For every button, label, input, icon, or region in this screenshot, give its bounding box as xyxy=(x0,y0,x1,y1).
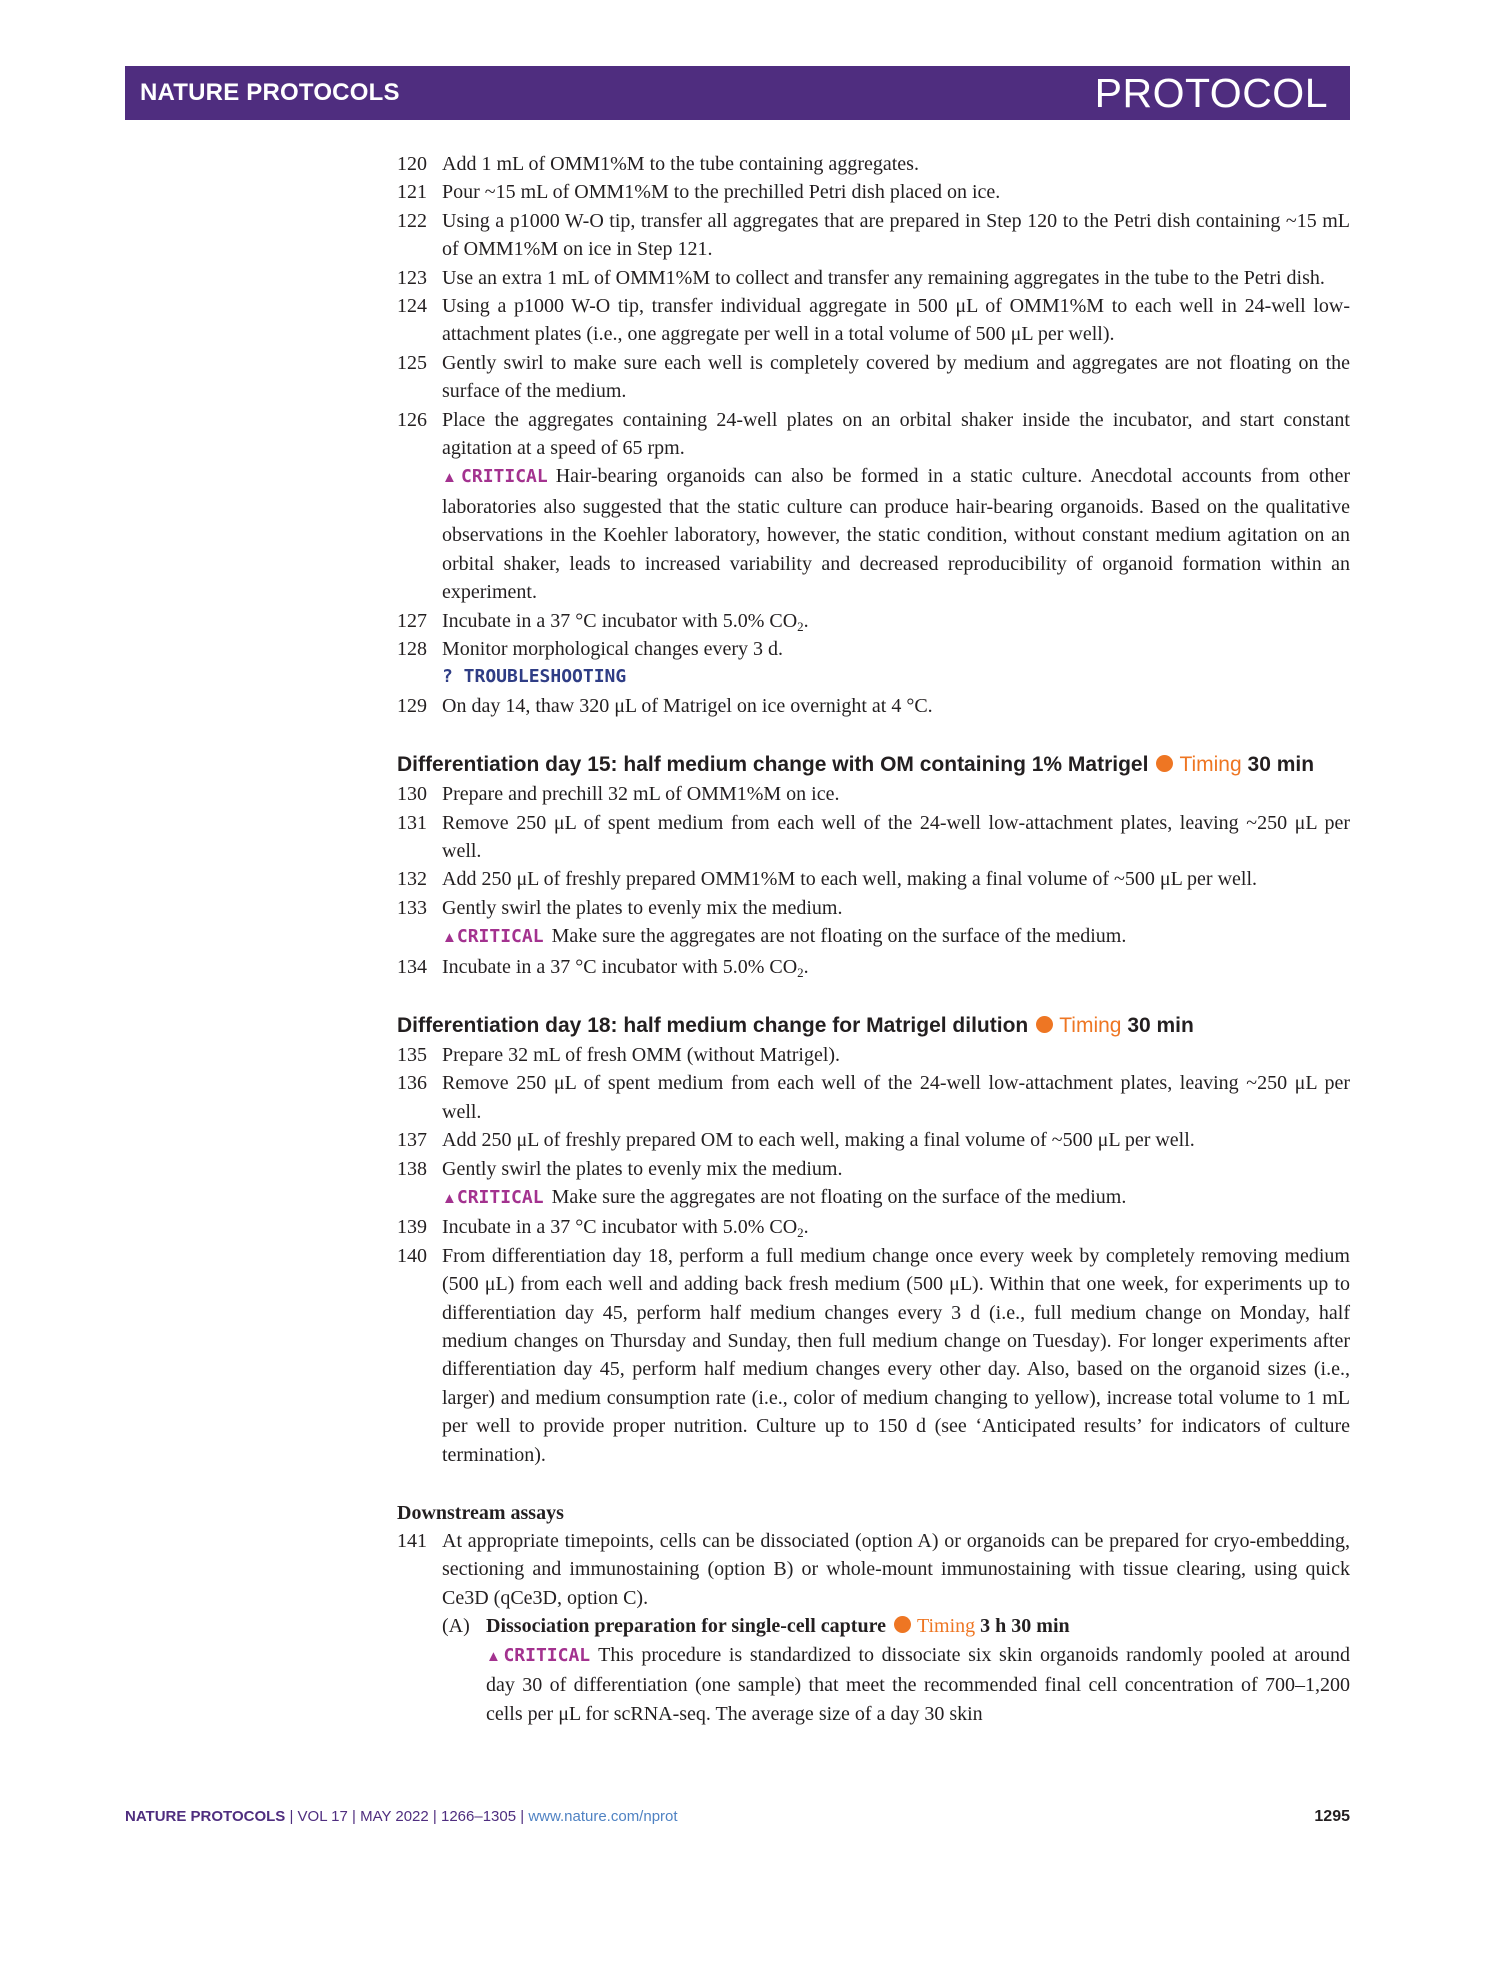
step-text: Add 1 mL of OMM1%M to the tube containing aggregates. xyxy=(442,153,919,175)
step-135 xyxy=(397,1041,1350,1069)
critical-triangle-icon: ▲ xyxy=(442,1191,457,1207)
step-141 xyxy=(397,1527,1350,1612)
step-number: 134 xyxy=(397,955,427,978)
section-heading-day15 xyxy=(397,750,1350,780)
footer-url[interactable]: www.nature.com/nprot xyxy=(528,1808,678,1825)
co2-subscript: 2 xyxy=(797,1225,804,1241)
step-text: Incubate in a 37 °C incubator with 5.0% xyxy=(442,955,770,978)
step-124 xyxy=(397,292,1350,349)
co2-text: CO xyxy=(769,1216,798,1239)
step-text: Using a p1000 W-O tip, transfer all aggregates that are prepared in Step 120 to the Petri dish containing ~15 mL of OMM1%M on ice in Step 121. xyxy=(442,209,1350,261)
footer-citation: NATURE PROTOCOLS | VOL 17 | MAY 2022 | 1266–1305 | www.nature.com/nprot xyxy=(125,1808,678,1825)
step-134: 134 Incubate in a 37 °C incubator with 5.0% $CO_2$. xyxy=(397,953,1350,981)
step-number: 126 xyxy=(397,408,427,431)
step-number: 121 xyxy=(397,181,427,204)
step-text: Gently swirl to make sure each well is completely covered by medium and aggregates are not floating on the surface of the medium. xyxy=(442,351,1350,403)
co2-text: CO xyxy=(769,955,798,978)
step-127: 127 Incubate in a 37 °C incubator with 5.0% $CO_2$. xyxy=(397,607,1350,635)
step-number: 128 xyxy=(397,637,427,660)
step-number: 140 xyxy=(397,1244,427,1267)
step-136 xyxy=(397,1069,1350,1126)
step-139: 139 Incubate in a 37 °C incubator with 5.0% $CO_2$. xyxy=(397,1213,1350,1241)
section-label: PROTOCOL xyxy=(1094,69,1328,116)
step-132 xyxy=(397,865,1350,893)
step-number: 138 xyxy=(397,1157,427,1180)
timing-label: Timing xyxy=(1179,753,1242,777)
step-130 xyxy=(397,780,1350,808)
steps-group-b xyxy=(397,780,1350,981)
critical-triangle-icon: ▲ xyxy=(442,470,462,487)
footer-date: MAY 2022 xyxy=(360,1808,429,1825)
timing-duration: 30 min xyxy=(1247,753,1315,777)
critical-note xyxy=(442,1183,1350,1213)
step-number: 131 xyxy=(397,811,427,834)
critical-tag: CRITICAL xyxy=(503,1644,591,1666)
step-text: Incubate in a 37 °C incubator with 5.0% xyxy=(442,1216,770,1239)
critical-text: Make sure the aggregates are not floating on the surface of the medium. xyxy=(551,925,1127,948)
timing-label: Timing xyxy=(1059,1013,1122,1037)
step-text: Use an extra 1 mL of OMM1%M to collect and transfer any remaining aggregates in the tube to the Petri dish. xyxy=(442,266,1325,289)
critical-note xyxy=(442,462,1350,606)
option-a xyxy=(442,1612,1350,1728)
step-number: 130 xyxy=(397,783,427,806)
critical-tag: CRITICAL xyxy=(456,1187,544,1208)
heading-title: Differentiation day 18: half medium change for Matrigel dilution xyxy=(397,1013,1029,1037)
step-text: From differentiation day 18, perform a full medium change once every week by completely removing medium (500 μL) from each well and adding back fresh medium (500 μL). Within that one week, for experiments up to differentiation day 45, perform half medium changes every 3 d (i.e., full medium change on Monday, half medium changes on Thursday and Sunday, then full medium change on Tuesday). For longer experiments after differentiation day 45, perform half medium changes every other day. Also, based on the organoid sizes (i.e., larger) and medium consumption rate (i.e., color of medium changing to yellow), increase total volume to 1 mL per well to provide proper nutrition. Culture up to 150 d (see ‘Anticipated results’ for indicators of culture termination). xyxy=(442,1244,1350,1466)
critical-triangle-icon: ▲ xyxy=(486,1648,504,1665)
step-text: Place the aggregates containing 24-well plates on an orbital shaker inside the incubator, and start constant agitation at a speed of 65 rpm. xyxy=(442,408,1350,460)
step-text: Add 250 μL of freshly prepared OM to each well, making a final volume of ~500 μL per well. xyxy=(442,1129,1195,1152)
page-footer xyxy=(125,1808,1350,1826)
timing-dot-icon xyxy=(894,1616,911,1633)
critical-text: Hair-bearing organoids can also be formed in a static culture. Anecdotal accounts from other laboratories also suggested that the static culture can produce hair-bearing organoids. Based on the qualitative observations in the Koehler laboratory, however, the static condition, without constant medium agitation on an orbital shaker, leads to increased variability and decreased reproducibility of organoid formation within an experiment. xyxy=(442,465,1350,604)
option-title: Dissociation preparation for single-cell capture xyxy=(486,1615,886,1638)
step-number: 133 xyxy=(397,896,427,919)
option-label: (A) xyxy=(442,1615,470,1638)
step-131 xyxy=(397,809,1350,866)
step-number: 129 xyxy=(397,694,427,717)
step-text: On day 14, thaw 320 μL of Matrigel on ice overnight at 4 °C. xyxy=(442,694,933,717)
step-122 xyxy=(397,207,1350,264)
step-121 xyxy=(397,178,1350,206)
step-text: Gently swirl the plates to evenly mix the medium. xyxy=(442,1157,843,1180)
timing-label: Timing xyxy=(916,1615,976,1638)
step-number: 139 xyxy=(397,1216,427,1239)
critical-tag: CRITICAL xyxy=(456,926,544,948)
step-number: 124 xyxy=(397,295,427,318)
step-number: 125 xyxy=(397,351,427,374)
step-125 xyxy=(397,349,1350,406)
main-content xyxy=(397,150,1350,1728)
step-137 xyxy=(397,1126,1350,1154)
step-text: Prepare 32 mL of fresh OMM (without Matrigel). xyxy=(442,1043,841,1066)
co2-subscript: 2 xyxy=(797,964,804,980)
downstream-heading: Downstream assays xyxy=(397,1502,564,1525)
step-number: 127 xyxy=(397,609,427,632)
critical-note xyxy=(486,1641,1350,1728)
step-text: Pour ~15 mL of OMM1%M to the prechilled Petri dish placed on ice. xyxy=(442,181,1001,204)
footer-journal: NATURE PROTOCOLS xyxy=(125,1808,286,1825)
footer-volume: VOL 17 xyxy=(297,1808,348,1825)
troubleshooting-link[interactable]: ? TROUBLESHOOTING xyxy=(442,666,627,688)
step-133 xyxy=(397,894,1350,953)
step-text: Incubate in a 37 °C incubator with 5.0% xyxy=(442,609,770,632)
footer-pages: 1266–1305 xyxy=(440,1808,517,1825)
step-text: At appropriate timepoints, cells can be dissociated (option A) or organoids can be prepared for cryo-embedding, sectioning and immunostaining (option B) or whole-mount immunostaining with tissue clearing, using quick Ce3D (qCe3D, option C). xyxy=(442,1530,1350,1609)
step-number: 123 xyxy=(397,266,427,289)
step-text: Add 250 μL of freshly prepared OMM1%M to each well, making a final volume of ~500 μL per well. xyxy=(442,868,1258,891)
journal-header xyxy=(125,66,1350,120)
step-number: 136 xyxy=(397,1072,427,1095)
step-128 xyxy=(397,635,1350,692)
timing-dot-icon xyxy=(1156,755,1173,772)
step-number: 141 xyxy=(397,1530,427,1553)
step-138 xyxy=(397,1155,1350,1214)
step-text: Remove 250 μL of spent medium from each well of the 24-well low-attachment plates, leaving ~250 μL per well. xyxy=(442,1072,1350,1123)
step-number: 132 xyxy=(397,868,427,891)
steps-group-c xyxy=(397,1041,1350,1469)
heading-title: Differentiation day 15: half medium change with OM containing 1% Matrigel xyxy=(397,753,1149,777)
step-140 xyxy=(397,1242,1350,1469)
step-123 xyxy=(397,264,1350,292)
critical-text: Make sure the aggregates are not floating on the surface of the medium. xyxy=(551,1186,1127,1208)
co2-subscript: 2 xyxy=(797,618,804,634)
critical-text: This procedure is standardized to dissociate six skin organoids randomly pooled at around day 30 of differentiation (one sample) that meet the recommended final cell concentration of 700–1,200 cells per μL for scRNA-seq. The average size of a day 30 skin xyxy=(486,1643,1350,1725)
critical-triangle-icon: ▲ xyxy=(442,930,457,947)
timing-dot-icon xyxy=(1036,1016,1053,1033)
step-text: Remove 250 μL of spent medium from each well of the 24-well low-attachment plates, leaving ~250 μL per well. xyxy=(442,811,1350,862)
steps-group-a xyxy=(397,150,1350,720)
page-number: 1295 xyxy=(1314,1808,1350,1825)
critical-note xyxy=(442,922,1350,952)
section-heading-day18 xyxy=(397,1011,1350,1041)
step-text: Gently swirl the plates to evenly mix the medium. xyxy=(442,896,843,919)
step-text: Using a p1000 W-O tip, transfer individual aggregate in 500 μL of OMM1%M to each well in 24-well low-attachment plates (i.e., one aggregate per well in a total volume of 500 μL per well). xyxy=(442,295,1350,346)
step-126 xyxy=(397,406,1350,607)
step-number: 135 xyxy=(397,1043,427,1066)
step-text: Monitor morphological changes every 3 d. xyxy=(442,637,784,660)
timing-duration: 30 min xyxy=(1127,1013,1194,1037)
step-120 xyxy=(397,150,1350,178)
journal-name: NATURE PROTOCOLS xyxy=(140,79,400,106)
option-duration: 3 h 30 min xyxy=(980,1615,1070,1638)
co2-text: CO xyxy=(769,609,798,632)
step-number: 122 xyxy=(397,209,427,232)
step-129 xyxy=(397,692,1350,720)
critical-tag: CRITICAL xyxy=(461,466,548,488)
step-number: 120 xyxy=(397,153,427,175)
step-number: 137 xyxy=(397,1129,427,1152)
step-text: Prepare and prechill 32 mL of OMM1%M on ice. xyxy=(442,783,840,806)
